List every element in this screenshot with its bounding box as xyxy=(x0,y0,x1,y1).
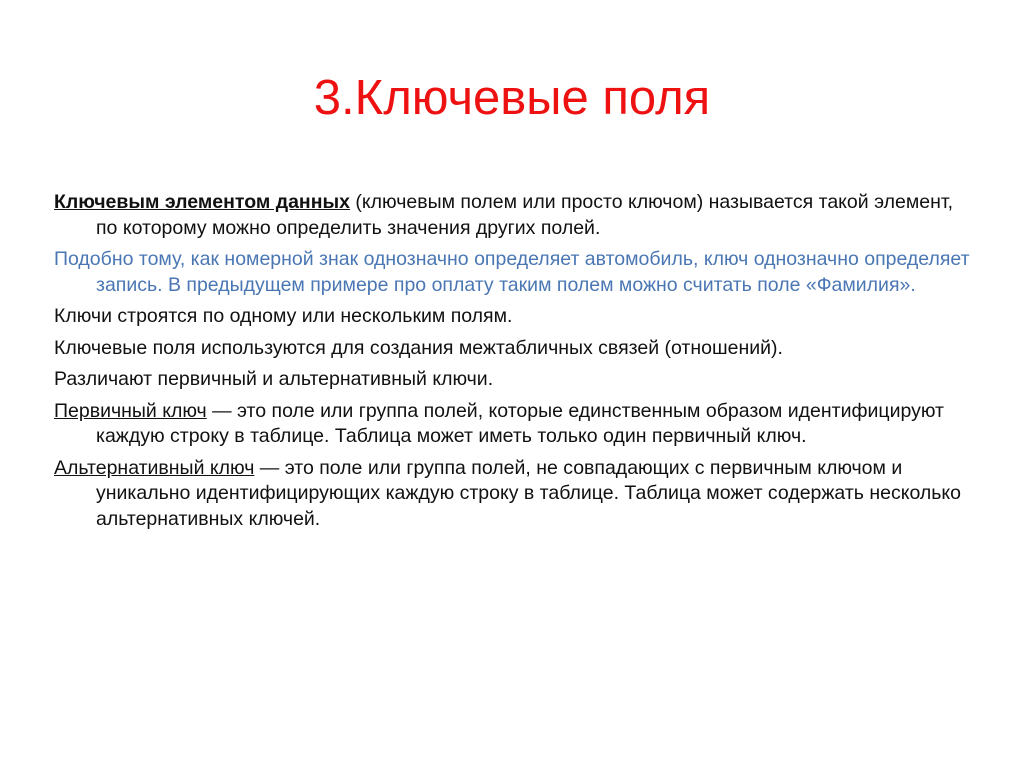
term-alternate-key: Альтернативный ключ xyxy=(54,456,255,479)
paragraph-key-types: Различают первичный и альтернативный ключи. xyxy=(54,368,494,390)
term-key-data-element: Ключевым элементом данных xyxy=(54,191,350,213)
term-primary-key: Первичный ключ xyxy=(54,399,207,422)
paragraph-key-element-definition xyxy=(54,190,974,241)
paragraph-alternate-key-definition xyxy=(54,456,974,533)
slide-title: 3.Ключевые поля xyxy=(313,71,711,125)
paragraph-keys-for-relations: Ключевые поля используются для создания межтабличных связей (отношений). xyxy=(54,336,783,359)
paragraph-text: — это поле или группа полей, которые единственным образом идентифицируют каждую строку в таблице. Таблица может иметь только один первичный ключ. xyxy=(96,399,944,447)
slide-body xyxy=(54,190,974,538)
paragraph-keys-built-from-fields: Ключи строятся по одному или нескольким полям. xyxy=(54,305,513,327)
paragraph-primary-key-definition xyxy=(54,399,974,450)
paragraph-license-plate-analogy: Подобно тому, как номерной знак однозначно определяет автомобиль, ключ однозначно определяет запись. В предыдущем примере про оплату таким полем можно считать поле «Фамилия». xyxy=(54,248,970,296)
paragraph-text: (ключевым полем или просто ключом) называется такой элемент, по которому можно определить значения других полей. xyxy=(96,191,954,239)
paragraph-text: — это поле или группа полей, не совпадающих с первичным ключом и уникально идентифицирующих каждую строку в таблице. Таблица может содержать несколько альтернативных ключей. xyxy=(96,456,962,530)
